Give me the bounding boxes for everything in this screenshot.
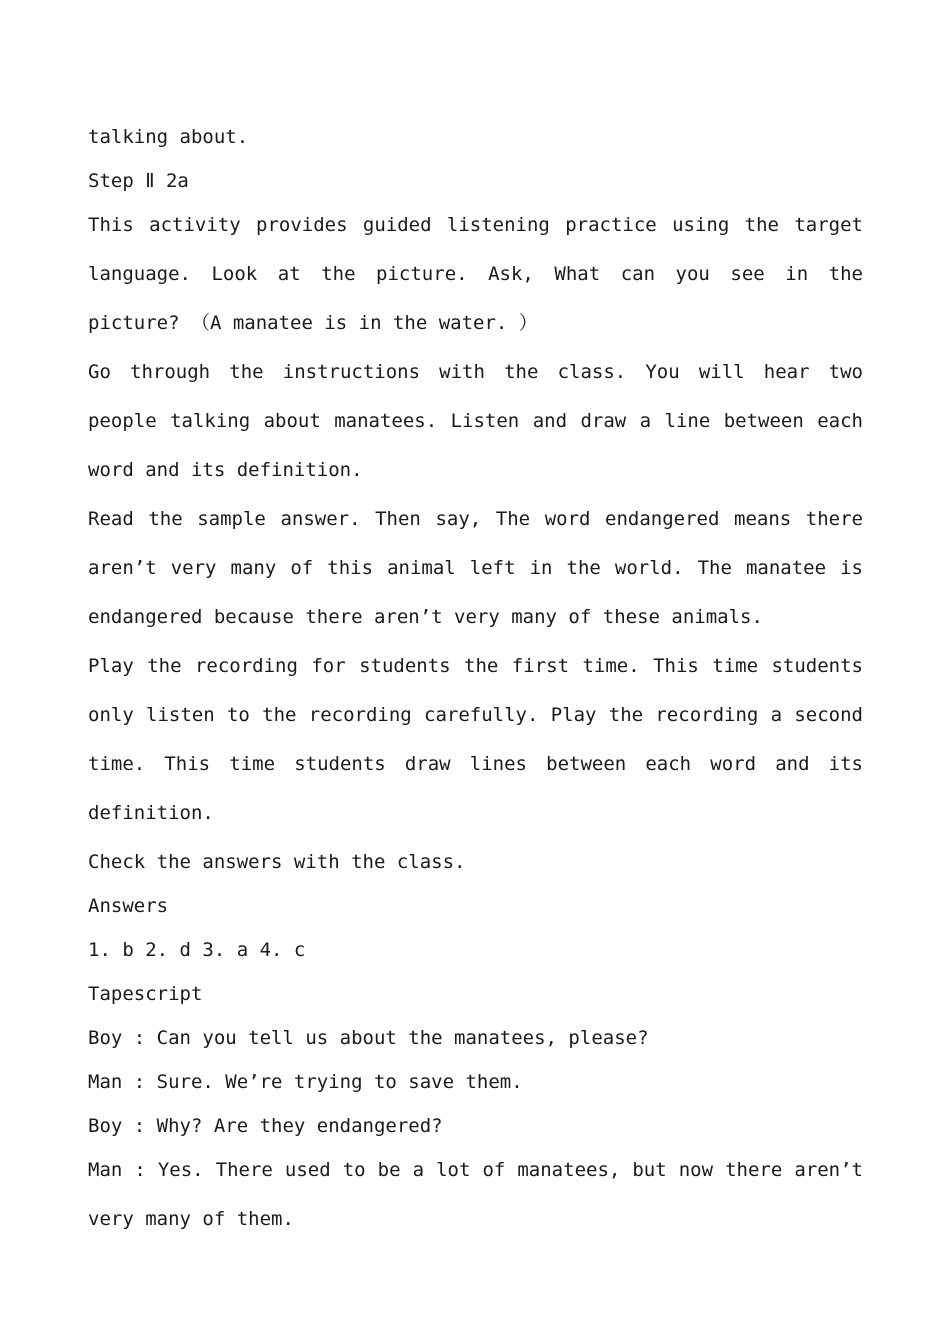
step-heading: Step Ⅱ 2a — [88, 170, 189, 192]
paragraph: This activity provides guided listening practice using the target language. Look at the picture. Ask, What can you see in the picture? （A manatee is in the water. ） — [88, 214, 863, 334]
paragraph: Read the sample answer. Then say, The word endangered means there aren’t very many of this animal left in the world. The manatee is endangered because there aren’t very many of these animals. — [88, 508, 863, 628]
tapescript-heading: Tapescript — [88, 983, 203, 1005]
answers-line: 1. b 2. d 3. a 4. c — [88, 939, 306, 961]
dialogue-line: Boy : Can you tell us about the manatees, please? — [88, 1027, 649, 1049]
answers-heading: Answers — [88, 895, 169, 917]
paragraph: Go through the instructions with the class. You will hear two people talking about manatees. Listen and draw a line between each word and its definition. — [88, 361, 863, 481]
dialogue-line: Man : Yes. There used to be a lot of manatees, but now there aren’t very many of them. — [88, 1159, 863, 1230]
dialogue-line: Man : Sure. We’re trying to save them. — [88, 1071, 523, 1093]
text-line: Check the answers with the class. — [88, 851, 466, 873]
dialogue-line: Boy : Why? Are they endangered? — [88, 1115, 443, 1137]
document-page — [88, 122, 863, 1239]
paragraph: Play the recording for students the first time. This time students only listen to the recording carefully. Play the recording a second time. This time students draw lines between each word and its definition. — [88, 655, 863, 824]
text-line: talking about. — [88, 126, 249, 148]
